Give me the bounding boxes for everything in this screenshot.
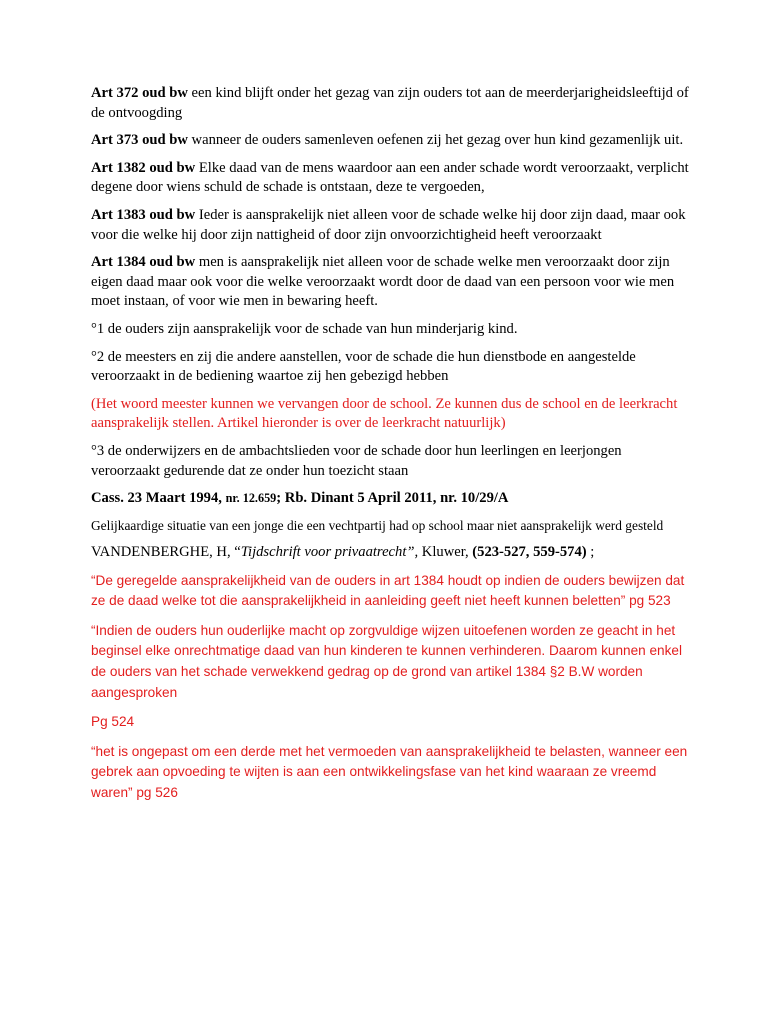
paragraph-situation: Gelijkaardige situatie van een jonge die een vechtpartij had op school maar niet aansprakelijk werd gesteld: [91, 517, 664, 533]
paragraph-point-3: °3 de onderwijzers en de ambachtslieden voor de schade door hun leerlingen en leerjongen veroorzaakt gedurende dat ze onder hun toezicht staan: [91, 442, 622, 479]
article-text: Elke daad van de mens waardoor aan een ander schade wordt veroorzaakt, verplicht degene door wiens schuld de schade is ontstaan, deze te vergoeden,: [91, 159, 689, 196]
paragraph-note: (Het woord meester kunnen we vervangen door de school. Ze kunnen dus de school en de leerkracht aansprakelijk stellen. Artikel hieronder is over de leerkracht natuurlijk): [91, 395, 678, 432]
article-text: een kind blijft onder het gezag van zijn ouders tot aan de meerderjarigheidsleeftijd of de ontvoogding: [91, 85, 689, 121]
article-ref: Art 1382 oud bw: [91, 159, 196, 176]
citation-number: nr. 12.659: [225, 491, 277, 506]
quote-3: “het is ongepast om een derde met het vermoeden van aansprakelijkheid te belasten, wanneer een gebrek aan opvoeding te wijten is aan een ontwikkelingsfase van het kind waaraan ze vreemd waren” pg 526: [91, 743, 688, 801]
paragraph-art-373: [91, 131, 691, 151]
paragraph-case-citation: [91, 489, 691, 509]
article-text: Ieder is aansprakelijk niet alleen voor de schade welke hij door zijn daad, maar ook voor die welke hij door zijn nattigheid of door zijn onvoorzichtigheid heeft veroorzaakt: [91, 206, 686, 243]
source-end: ;: [586, 544, 595, 561]
paragraph-art-1383: [91, 206, 691, 245]
page-reference: Pg 524: [91, 714, 135, 730]
paragraph-point-2: °2 de meesters en zij die andere aanstellen, voor de schade die hun dienstbode en aangestelde veroorzaakt in de bediening waartoe zij hen gebezigd hebben: [91, 348, 636, 385]
article-ref: Art 372 oud bw: [91, 85, 188, 101]
document-body: [91, 84, 691, 813]
source-pages: (523-527, 559-574): [472, 544, 587, 561]
paragraph-art-372: [91, 84, 691, 123]
citation-part: Cass. 23 Maart 1994,: [91, 490, 226, 507]
article-ref: Art 1383 oud bw: [91, 206, 196, 223]
source-publisher: Kluwer,: [418, 544, 473, 561]
article-text: men is aansprakelijk niet alleen voor de schade welke men veroorzaakt door zijn eigen daad maar ook voor die welke veroorzaakt wordt door de daad van een persoon voor wie men moet instaan, of voor wie men in bewaring heeft.: [91, 254, 675, 310]
article-text: wanneer de ouders samenleven oefenen zij het gezag over hun kind gezamenlijk uit.: [187, 132, 684, 149]
quote-2: “Indien de ouders hun ouderlijke macht op zorgvuldige wijzen uitoefenen worden ze geacht in het beginsel elke onrechtmatige daad van hun kinderen te kunnen verhinderen. Daarom kunnen enkel de ouders van het schade verwekkend gedrag op de grond van artikel 1384 §2 B.W worden aangesproken: [91, 622, 682, 700]
paragraph-art-1384: [91, 253, 691, 312]
paragraph-source: [91, 543, 691, 563]
quote-1: “De geregelde aansprakelijkheid van de ouders in art 1384 houdt op indien de ouders bewijzen dat ze de daad welke tot die aansprakelijkheid in aanleiding geeft niet heeft kunnen beletten” pg 523: [91, 572, 685, 609]
paragraph-art-1382: [91, 159, 691, 198]
article-ref: Art 373 oud bw: [91, 132, 188, 149]
source-author: VANDENBERGHE, H, “: [91, 544, 241, 561]
source-title: Tijdschrift voor privaatrecht”,: [240, 544, 419, 561]
citation-part: ; Rb. Dinant 5 April 2011, nr. 10/29/A: [276, 490, 509, 507]
paragraph-point-1: °1 de ouders zijn aansprakelijk voor de schade van hun minderjarig kind.: [91, 320, 518, 337]
article-ref: Art 1384 oud bw: [91, 254, 196, 271]
